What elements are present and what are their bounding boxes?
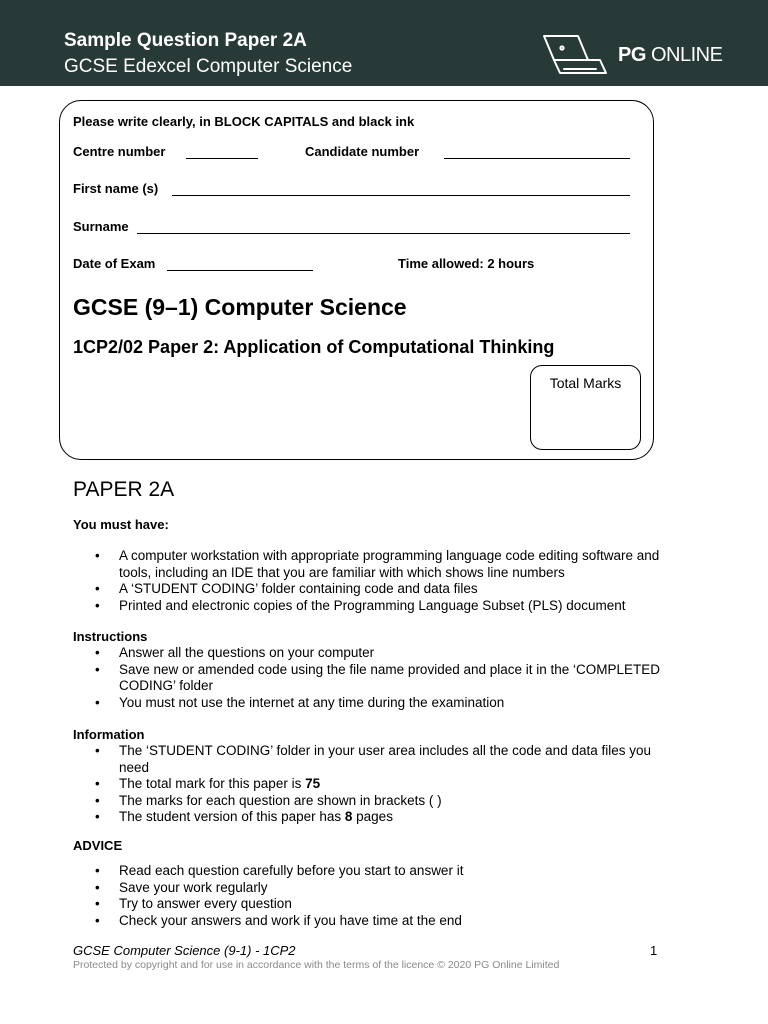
page-header [0, 0, 768, 86]
centre-number-field[interactable] [186, 158, 258, 159]
candidate-number-field[interactable] [444, 158, 630, 159]
laptop-icon [540, 33, 612, 77]
must-have-heading: You must have: [73, 517, 169, 532]
date-of-exam-label: Date of Exam [73, 256, 156, 271]
first-name-label: First name (s) [73, 181, 159, 196]
logo-wordmark: PG ONLINE [618, 44, 723, 66]
list-item: • Save your work regularly [73, 880, 673, 897]
time-allowed: Time allowed: 2 hours [398, 256, 535, 271]
list-item: • Answer all the questions on your computer [73, 645, 673, 662]
list-item: • The total mark for this paper is 75 [73, 776, 673, 793]
centre-number-label: Centre number [73, 144, 166, 159]
advice-list [73, 863, 673, 929]
surname-field[interactable] [137, 233, 630, 234]
list-item: • Check your answers and work if you have time at the end [73, 913, 673, 930]
surname-label: Surname [73, 219, 129, 234]
copyright-notice: Protected by copyright and for use in accordance with the terms of the licence © 2020 PG Online Limited [73, 959, 560, 971]
candidate-number-label: Candidate number [305, 144, 420, 159]
paper-heading: PAPER 2A [73, 478, 175, 501]
date-of-exam-field[interactable] [167, 270, 313, 271]
pg-online-logo [540, 33, 730, 77]
form-instruction: Please write clearly, in BLOCK CAPITALS and black ink [73, 114, 415, 129]
advice-heading: ADVICE [73, 838, 123, 853]
list-item: • The ‘STUDENT CODING’ folder in your user area includes all the code and data files you need [73, 743, 673, 776]
header-title: Sample Question Paper 2A [64, 30, 307, 51]
instructions-heading: Instructions [73, 629, 148, 644]
total-marks-label: Total Marks [549, 375, 622, 391]
paper-title: 1CP2/02 Paper 2: Application of Computational Thinking [73, 337, 555, 357]
page-number: 1 [650, 943, 658, 958]
information-list [73, 743, 673, 826]
total-marks-box[interactable] [530, 365, 641, 450]
list-item: • The student version of this paper has 8 pages [73, 809, 673, 826]
instructions-list [73, 645, 673, 711]
list-item: • You must not use the internet at any time during the examination [73, 695, 673, 712]
header-subtitle: GCSE Edexcel Computer Science [64, 56, 353, 77]
must-have-list [73, 548, 673, 614]
list-item: • Read each question carefully before you start to answer it [73, 863, 673, 880]
list-item: • Printed and electronic copies of the Programming Language Subset (PLS) document [73, 598, 673, 615]
list-item: • A ‘STUDENT CODING’ folder containing code and data files [73, 581, 673, 598]
list-item: • Try to answer every question [73, 896, 673, 913]
list-item: • Save new or amended code using the file name provided and place it in the ‘COMPLETED CODING’ folder [73, 662, 673, 695]
list-item: • A computer workstation with appropriate programming language code editing software and tools, including an IDE that you are familiar with which shows line numbers [73, 548, 673, 581]
course-title: GCSE (9–1) Computer Science [73, 294, 407, 320]
first-name-field[interactable] [172, 195, 630, 196]
footer-course: GCSE Computer Science (9-1) - 1CP2 [73, 943, 296, 958]
list-item: • The marks for each question are shown in brackets ( ) [73, 793, 673, 810]
information-heading: Information [73, 727, 145, 742]
